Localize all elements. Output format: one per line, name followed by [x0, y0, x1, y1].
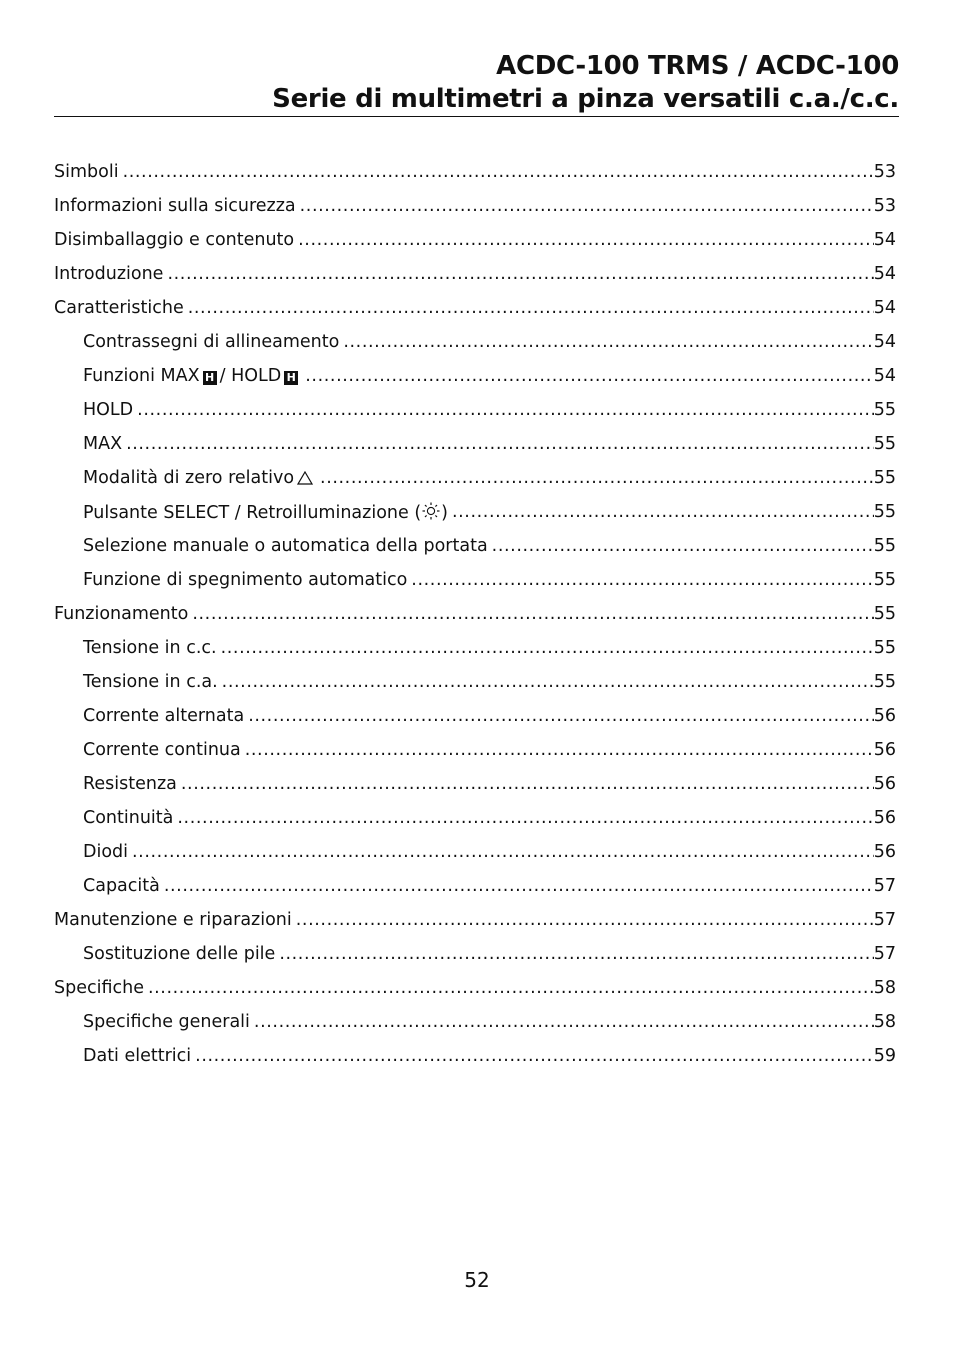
toc-leader	[221, 638, 874, 658]
toc-label: Informazioni sulla sicurezza	[54, 196, 296, 216]
toc-item-caratteristiche[interactable]	[54, 291, 896, 325]
toc-label: Corrente alternata	[83, 706, 245, 726]
toc-label: Tensione in c.a.	[83, 672, 218, 692]
toc-item-max[interactable]	[54, 427, 896, 461]
toc-label: Tensione in c.c.	[83, 638, 217, 658]
toc-label-text: Modalità di zero relativo	[83, 468, 295, 488]
toc-leader	[411, 570, 873, 590]
toc-label: Capacità	[83, 876, 160, 896]
toc-item-tensione-ca[interactable]	[54, 665, 896, 699]
toc-label-part-a: Pulsante SELECT / Retroilluminazione (	[83, 502, 422, 523]
toc-leader	[300, 196, 874, 216]
toc-item-contrassegni[interactable]	[54, 325, 896, 359]
toc-item-specifiche[interactable]	[54, 971, 896, 1005]
toc-leader	[137, 400, 874, 420]
toc-page: 54	[873, 298, 896, 318]
toc-item-portata[interactable]	[54, 529, 896, 563]
toc-label: Selezione manuale o automatica della portata	[83, 536, 488, 556]
toc-page: 58	[873, 978, 896, 998]
max-box-icon: H	[203, 371, 217, 385]
toc-label: Specifiche generali	[83, 1012, 250, 1032]
toc-label: Caratteristiche	[54, 298, 184, 318]
toc-item-simboli[interactable]	[54, 155, 896, 189]
toc-leader	[279, 944, 873, 964]
toc-item-diodi[interactable]	[54, 835, 896, 869]
toc-leader	[248, 706, 874, 726]
toc-item-spegnimento[interactable]	[54, 563, 896, 597]
toc-item-dati-elettrici[interactable]	[54, 1039, 896, 1073]
toc-label: Introduzione	[54, 264, 164, 284]
toc-page: 56	[873, 706, 896, 726]
toc-page: 55	[873, 638, 896, 658]
toc-page: 55	[873, 570, 896, 590]
toc-item-disimballaggio[interactable]	[54, 223, 896, 257]
toc-page: 55	[873, 434, 896, 454]
table-of-contents	[54, 155, 896, 1073]
toc-page: 53	[873, 162, 896, 182]
toc-item-introduzione[interactable]	[54, 257, 896, 291]
toc-page: 55	[873, 502, 896, 522]
toc-label: Resistenza	[83, 774, 177, 794]
toc-leader	[298, 230, 874, 250]
toc-item-select-backlight[interactable]	[54, 495, 896, 529]
toc-label: Diodi	[83, 842, 129, 862]
toc-item-corrente-continua[interactable]	[54, 733, 896, 767]
toc-item-max-hold[interactable]	[54, 359, 896, 393]
toc-leader	[254, 1012, 874, 1032]
toc-leader	[181, 774, 874, 794]
toc-label: Specifiche	[54, 978, 144, 998]
toc-page: 57	[873, 944, 896, 964]
toc-item-corrente-alternata[interactable]	[54, 699, 896, 733]
toc-page: 56	[873, 842, 896, 862]
toc-leader	[452, 502, 874, 522]
header-rule	[54, 116, 899, 117]
toc-item-hold[interactable]	[54, 393, 896, 427]
toc-leader	[123, 162, 874, 182]
document-header	[54, 50, 899, 116]
toc-label: Sostituzione delle pile	[83, 944, 276, 964]
toc-page: 54	[873, 366, 896, 386]
toc-item-manutenzione[interactable]	[54, 903, 896, 937]
title-line-1: ACDC-100 TRMS / ACDC-100	[496, 51, 899, 81]
toc-label	[83, 468, 320, 488]
toc-label: Contrassegni di allineamento	[83, 332, 340, 352]
toc-page: 55	[873, 604, 896, 624]
toc-leader	[343, 332, 873, 352]
page-number: 52	[464, 1268, 490, 1292]
toc-item-continuita[interactable]	[54, 801, 896, 835]
toc-page: 56	[873, 774, 896, 794]
toc-page: 57	[873, 876, 896, 896]
toc-leader	[492, 536, 874, 556]
toc-item-funzionamento[interactable]	[54, 597, 896, 631]
title-line-2: Serie di multimetri a pinza versatili c.a./c.c.	[272, 84, 899, 114]
toc-label: Funzionamento	[54, 604, 189, 624]
toc-page: 56	[873, 808, 896, 828]
toc-label: HOLD	[83, 400, 134, 420]
toc-label: Continuità	[83, 808, 174, 828]
toc-label: Funzione di spegnimento automatico	[83, 570, 408, 590]
toc-page: 59	[873, 1046, 896, 1066]
toc-page: 54	[873, 332, 896, 352]
toc-leader	[188, 298, 874, 318]
toc-label: Manutenzione e riparazioni	[54, 910, 292, 930]
toc-leader	[177, 808, 873, 828]
toc-leader	[195, 1046, 874, 1066]
toc-item-specifiche-generali[interactable]	[54, 1005, 896, 1039]
toc-leader	[296, 910, 874, 930]
toc-leader	[222, 672, 874, 692]
toc-page: 55	[873, 468, 896, 488]
toc-page: 56	[873, 740, 896, 760]
toc-label: MAX	[83, 434, 123, 454]
toc-leader	[132, 842, 874, 862]
toc-label: Corrente continua	[83, 740, 241, 760]
toc-item-tensione-cc[interactable]	[54, 631, 896, 665]
toc-page: 54	[873, 264, 896, 284]
hold-box-icon: H	[284, 371, 298, 385]
toc-label-part-b: / HOLD	[219, 366, 282, 386]
sun-icon	[422, 502, 440, 520]
toc-label-part-a: Funzioni MAX	[83, 366, 200, 386]
toc-label	[83, 502, 452, 523]
toc-item-resistenza[interactable]	[54, 767, 896, 801]
toc-leader	[164, 876, 874, 896]
toc-page: 55	[873, 536, 896, 556]
toc-label: Simboli	[54, 162, 119, 182]
toc-item-zero-relativo[interactable]	[54, 461, 896, 495]
toc-leader	[320, 468, 874, 488]
toc-page: 55	[873, 400, 896, 420]
toc-label: Dati elettrici	[83, 1046, 192, 1066]
toc-leader	[245, 740, 874, 760]
toc-leader	[192, 604, 873, 624]
toc-leader	[167, 264, 873, 284]
toc-leader	[148, 978, 874, 998]
toc-leader	[126, 434, 874, 454]
triangle-icon	[297, 471, 313, 485]
toc-leader	[305, 366, 873, 386]
toc-item-sicurezza[interactable]	[54, 189, 896, 223]
toc-page: 57	[873, 910, 896, 930]
toc-page: 53	[873, 196, 896, 216]
toc-item-sostituzione-pile[interactable]	[54, 937, 896, 971]
toc-label-part-b: )	[441, 502, 448, 523]
toc-page: 58	[873, 1012, 896, 1032]
toc-label: Disimballaggio e contenuto	[54, 230, 295, 250]
toc-item-capacita[interactable]	[54, 869, 896, 903]
toc-label	[83, 366, 305, 386]
toc-page: 54	[873, 230, 896, 250]
toc-page: 55	[873, 672, 896, 692]
